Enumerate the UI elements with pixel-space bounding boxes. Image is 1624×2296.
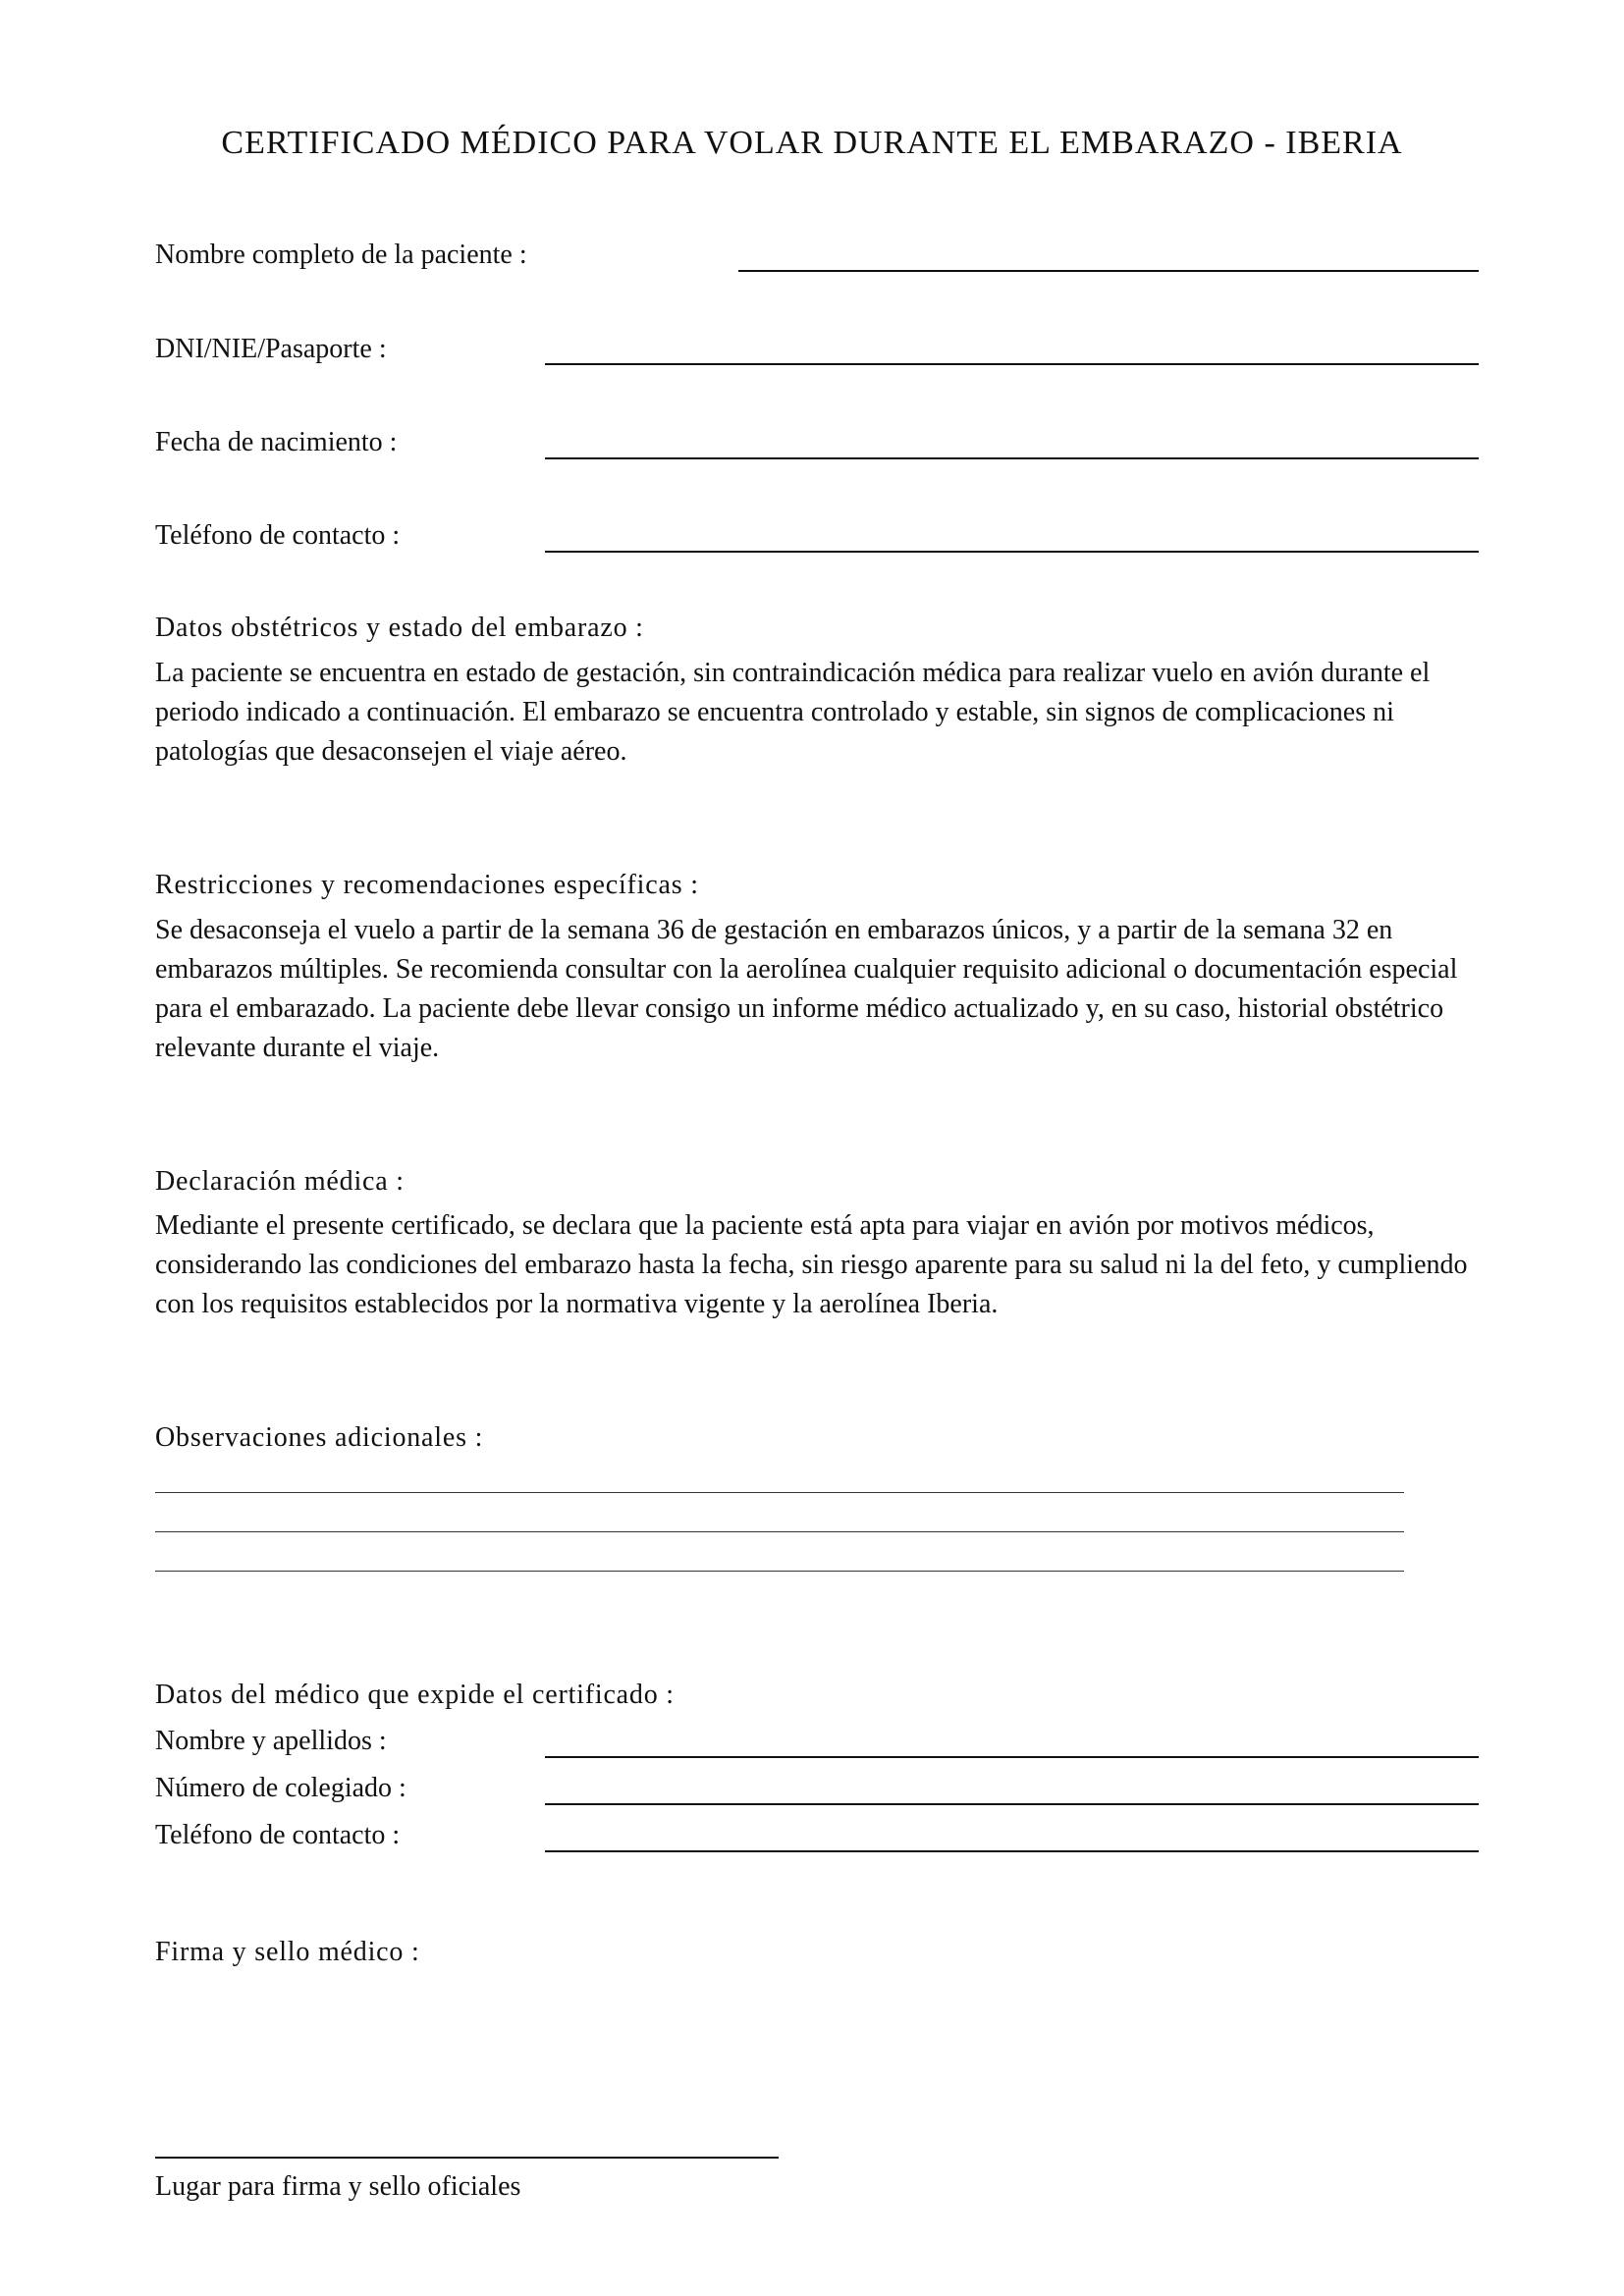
patient-id-field[interactable]: [545, 363, 1479, 365]
doctor-license-label: Número de colegiado :: [155, 1773, 406, 1803]
signature-caption: Lugar para firma y sello oficiales: [155, 2171, 521, 2202]
patient-id-label: DNI/NIE/Pasaporte :: [155, 334, 387, 364]
obstetric-heading: Datos obstétricos y estado del embarazo :: [155, 613, 644, 643]
obstetric-paragraph: La paciente se encuentra en estado de gestación, sin contraindicación médica para realizar vuelo en avión durante el periodo indicado a continuación. El embarazo se encuentra controlado y estable, sin signos de complicaciones ni patologías que desaconsejen el viaje aéreo.: [155, 658, 1431, 767]
document-title: CERTIFICADO MÉDICO PARA VOLAR DURANTE EL EMBARAZO - IBERIA: [221, 125, 1403, 161]
patient-birth-date-label: Fecha de nacimiento :: [155, 427, 398, 457]
restrictions-paragraph: Se desaconseja el vuelo a partir de la semana 36 de gestación en embarazos únicos, y a partir de la semana 32 en embarazos múltiples. Se recomienda consultar con la aerolínea cualquier requisito adicional o documentación especial para el embarazado. La paciente debe llevar consigo un informe médico actualizado y, en su caso, historial obstétrico relevante durante el viaje.: [155, 915, 1458, 1063]
patient-birth-date-field[interactable]: [545, 457, 1479, 459]
doctor-phone-field[interactable]: [545, 1850, 1479, 1852]
restrictions-heading: Restricciones y recomendaciones específicas :: [155, 870, 699, 900]
doctor-name-field[interactable]: [545, 1756, 1479, 1758]
patient-phone-field[interactable]: [545, 551, 1479, 553]
observations-line-3[interactable]: [155, 1571, 1404, 1572]
doctor-license-field[interactable]: [545, 1803, 1479, 1805]
patient-full-name-field[interactable]: [738, 270, 1479, 272]
patient-phone-label: Teléfono de contacto :: [155, 520, 401, 551]
declaration-paragraph: Mediante el presente certificado, se declara que la paciente está apta para viajar en avión por motivos médicos, considerando las condiciones del embarazo hasta la fecha, sin riesgo aparente para su salud ni la del feto, y cumpliendo con los requisitos establecidos por la normativa vigente y la aerolínea Iberia.: [155, 1210, 1468, 1319]
observations-line-1[interactable]: [155, 1492, 1404, 1493]
signature-heading: Firma y sello médico :: [155, 1937, 420, 1967]
signature-field[interactable]: [155, 2157, 779, 2159]
patient-full-name-label: Nombre completo de la paciente :: [155, 240, 527, 270]
observations-line-2[interactable]: [155, 1531, 1404, 1532]
doctor-heading: Datos del médico que expide el certificado :: [155, 1680, 675, 1710]
observations-heading: Observaciones adicionales :: [155, 1422, 484, 1453]
doctor-phone-label: Teléfono de contacto :: [155, 1820, 401, 1850]
doctor-name-label: Nombre y apellidos :: [155, 1726, 387, 1756]
declaration-heading: Declaración médica :: [155, 1166, 405, 1197]
